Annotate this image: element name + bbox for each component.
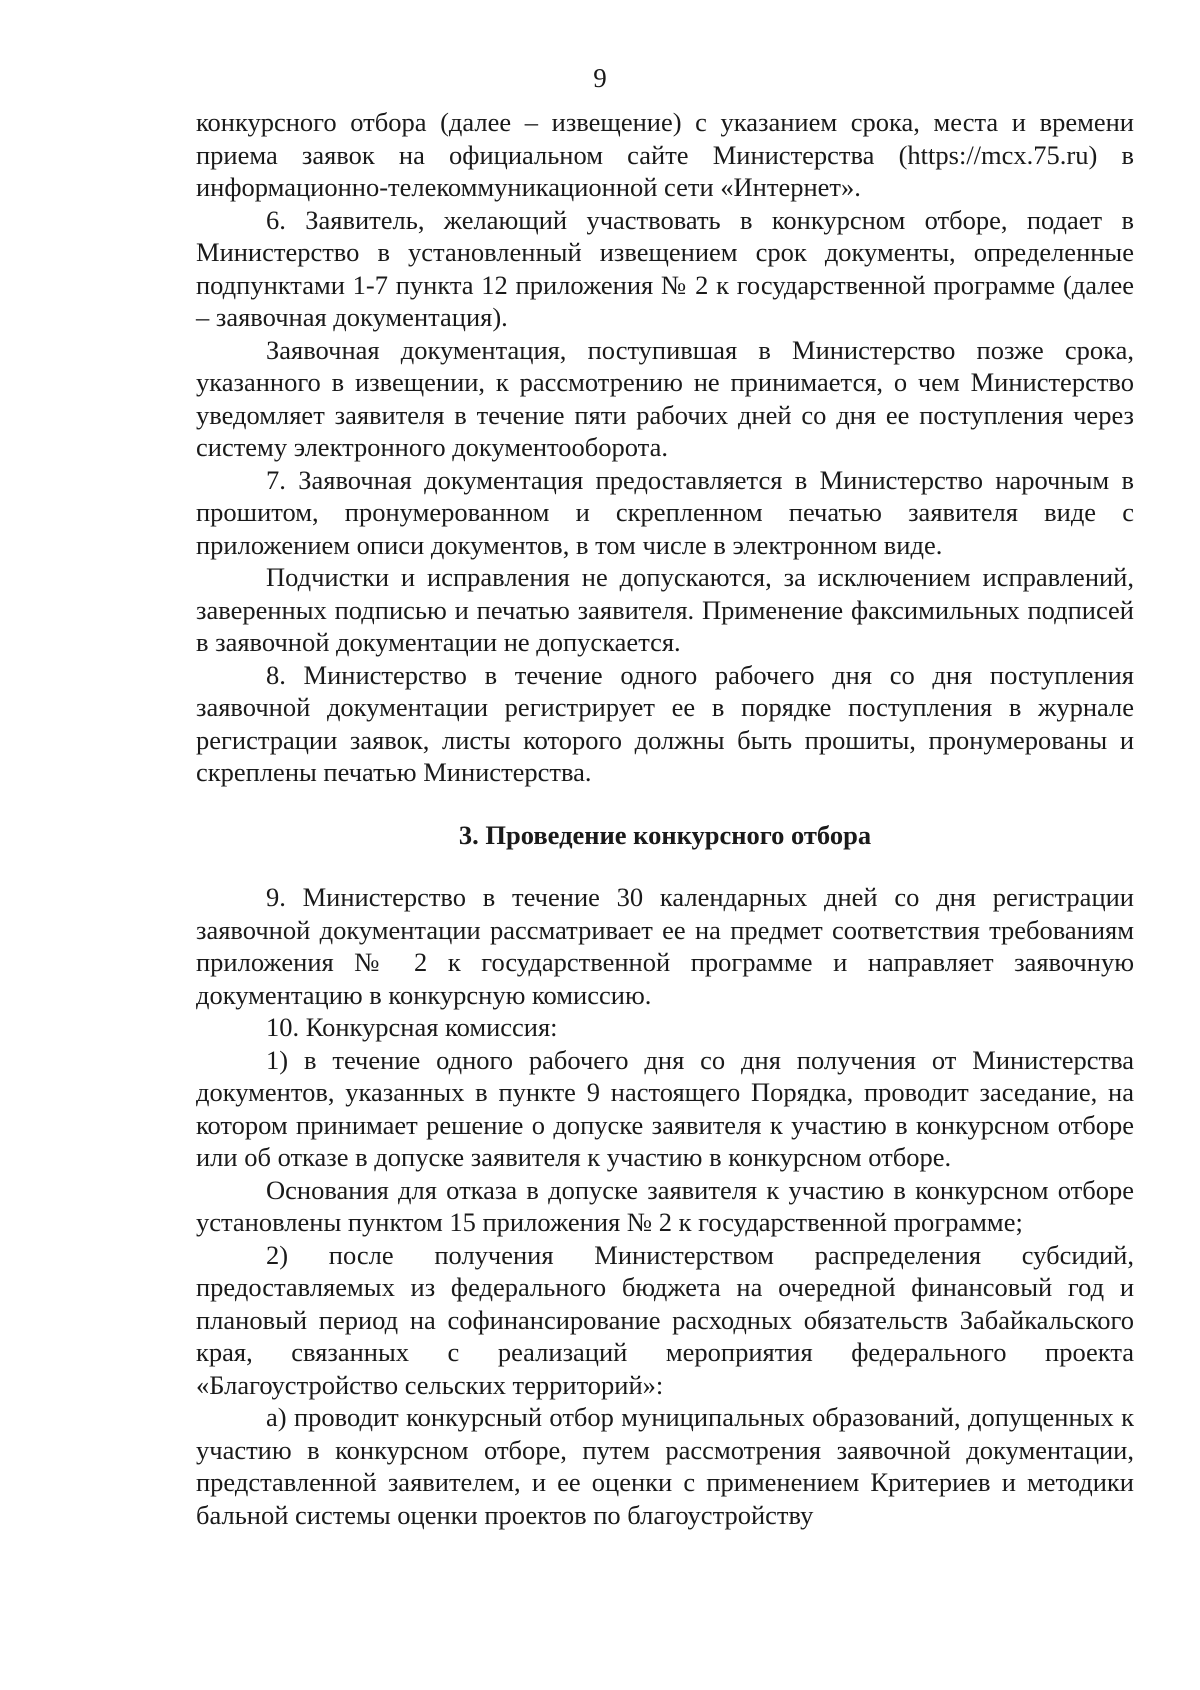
paragraph-item-8: 8. Министерство в течение одного рабочего дня со дня поступления заявочной документации регистрирует ее в порядке поступления в журнале регистрации заявок, листы которого должны быть прошиты, пронумерованы и скреплены печатью Министерства. — [196, 659, 1134, 787]
paragraph-continuation: конкурсного отбора (далее – извещение) с указанием срока, места и времени приема заявок на официальном сайте Министерства (https://mcx.75.ru) в информационно-телекоммуникационной сети «Интернет». — [196, 107, 1134, 202]
section-heading: 3. Проведение конкурсного отбора — [458, 819, 872, 850]
paragraph-subitem-1: 1) в течение одного рабочего дня со дня получения от Министерства документов, указанных в пункте 9 настоящего Порядка, проводит заседание, на котором принимает решение о допуске заявителя к участию в конкурсном отборе или об отказе в допуске заявителя к участию в конкурсном отборе. — [196, 1044, 1134, 1172]
paragraph-corrections: Подчистки и исправления не допускаются, за исключением исправлений, заверенных подписью и печатью заявителя. Применение факсимильных подписей в заявочной документации не допускается. — [196, 562, 1134, 657]
paragraph-item-10: 10. Конкурсная комиссия: — [266, 1012, 558, 1042]
paragraph-item-6: 6. Заявитель, желающий участвовать в конкурсном отборе, подает в Министерство в установленный извещением срок документы, определенные подпунктами 1-7 пункта 12 приложения № 2 к государственной программе (далее – заявочная документация). — [196, 204, 1134, 332]
paragraph-late-submission: Заявочная документация, поступившая в Министерство позже срока, указанного в извещении, к рассмотрению не принимается, о чем Министерство уведомляет заявителя в течение пяти рабочих дней со дня ее поступления через систему электронного документооборота. — [196, 334, 1134, 462]
paragraph-subitem-2: 2) после получения Министерством распределения субсидий, предоставляемых из федерального бюджета на очередной финансовый год и плановый период на софинансирование расходных обязательств Забайкальского края, связанных с реализаций мероприятия федерального проекта «Благоустройство сельских территорий»: — [196, 1239, 1134, 1400]
page-number: 9 — [593, 63, 607, 93]
paragraph-subitem-a: а) проводит конкурсный отбор муниципальных образований, допущенных к участию в конкурсном отборе, путем рассмотрения заявочной документации, представленной заявителем, и ее оценки с применением Критериев и методики бальной системы оценки проектов по благоустройству — [196, 1402, 1134, 1530]
document-body — [196, 106, 1134, 1531]
paragraph-refusal-grounds: Основания для отказа в допуске заявителя к участию в конкурсном отборе установлены пунктом 15 приложения № 2 к государственной программе; — [196, 1174, 1134, 1237]
paragraph-item-9: 9. Министерство в течение 30 календарных дней со дня регистрации заявочной документации рассматривает ее на предмет соответствия требованиям приложения № 2 к государственной программе и направляет заявочную документацию в конкурсную комиссию. — [196, 882, 1134, 1010]
paragraph-item-7: 7. Заявочная документация предоставляется в Министерство нарочным в прошитом, пронумерованном и скрепленном печатью заявителя виде с приложением описи документов, в том числе в электронном виде. — [196, 464, 1134, 560]
